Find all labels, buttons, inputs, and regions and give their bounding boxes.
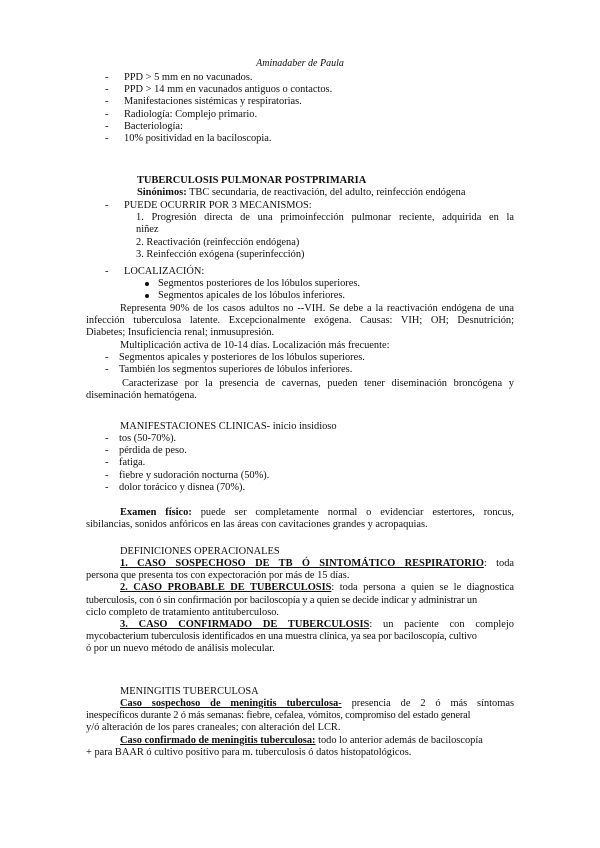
- section-title-clinical: MANIFESTACIONES CLINICAS- inicio insidioso: [120, 421, 337, 432]
- multiplication-line: Multiplicación activa de 10-14 días. Localización más frecuente:: [120, 340, 390, 351]
- section-title-postprimaria: TUBERCULOSIS PULMONAR POSTPRIMARIA: [137, 175, 367, 186]
- list-item: - Radiología: Complejo primario.: [105, 108, 258, 120]
- list-item: - Manifestaciones sistémicas y respiratorias.: [105, 96, 302, 108]
- list-item: - pérdida de peso.: [105, 445, 187, 457]
- list-item: - PPD > 5 mm en no vacunados.: [105, 72, 253, 83]
- meningitis-definitions: Caso sospechoso de meningitis tuberculosa- presencia de 2 ó más síntomas inespecíficos durante 2 ó más semanas: fiebre, cefalea, vómitos, compromiso del estado general y/ó alteración de los pares craneales; con alteración del LCR. Caso confirmado de meningitis tuberculosa: todo lo anterior además de baciloscopía + para BAAR ó cultivo positivo para m. tuberculosis ó datos histopatológicos.: [86, 698, 514, 758]
- list-item: - Bacteriología:: [105, 120, 183, 132]
- definitions: 1. CASO SOSPECHOSO DE TB Ó SINTOMÁTICO RESPIRATORIO: toda persona que presenta tos con expectoración por más de 15 días. 2. CASO PROBABLE DE TUBERCULOSIS: toda persona a quien se le diagnostica tuberculosis, con ó sin confirmación por baciloscopía y a quien se decide indicar y administrar un ciclo completo de tratamiento antituberculoso. 3. CASO CONFIRMADO DE TUBERCULOSIS: un paciente con complejo mycobacterium tuberculosis identificados en una muestra clínica, ya sea por baciloscopía, cultivo ó por un nuevo método de análisis molecular.: [86, 558, 515, 655]
- list-item: - tos (50-70%).: [105, 433, 177, 444]
- caracterizase-paragraph: Caracterizase por la presencia de cavernas, pueden tener diseminación broncógena y diseminación hematógena.: [86, 378, 514, 402]
- page-header: Aminadaber de Paula: [256, 58, 344, 69]
- mechanisms: - PUEDE OCURRIR POR 3 MECANISMOS: 1. Progresión directa de una primoinfección pulmonar reciente, adquirida en la niñez 2. Reactivación (reinfección endógena) 3. Reinfección exógena (superinfección): [105, 200, 514, 260]
- frequent-locations: - Segmentos apicales y posteriores de los lóbulos superiores. - También los segmentos superiores de lóbulos inferiores.: [105, 352, 365, 376]
- primary-list: [105, 72, 505, 145]
- list-item: - dolor torácico y disnea (70%).: [105, 481, 246, 493]
- bullet-icon: [145, 294, 149, 298]
- section-title-definitions: DEFINICIONES OPERACIONALES: [120, 546, 280, 557]
- list-item: - PPD > 14 mm en vacunados antiguos o contactos.: [105, 84, 333, 96]
- section-title-meningitis: MENINGITIS TUBERCULOSA: [120, 686, 259, 697]
- clinical-list: [105, 433, 505, 494]
- list-item: - fatiga.: [105, 457, 146, 469]
- synonyms-line: Sinónimos: TBC secundaria, de reactivación, del adulto, reinfección endógena: [137, 187, 466, 198]
- list-item: - 10% positividad en la baciloscopia.: [105, 132, 272, 144]
- representa-paragraph: Representa 90% de los casos adultos no --VIH. Se debe a la reactivación endógena de una infección tuberculosa latente. Excepcionalmente exógena. Causas: VIH; OH; Desnutrición; Diabetes; Insuficiencia renal; inmusupresión.: [86, 303, 514, 339]
- list-item: - fiebre y sudoración nocturna (50%).: [105, 469, 270, 481]
- exam-paragraph: Examen físico: puede ser completamente normal o evidenciar estertores, roncus, sibilancias, sonidos anfóricos en las áreas con cavitaciones grandes y acropaquias.: [86, 507, 514, 531]
- localization: - LOCALIZACIÓN: Segmentos posteriores de los lóbulos superiores. Segmentos apicales de los lóbulos inferiores.: [105, 266, 361, 302]
- bullet-icon: [145, 282, 149, 286]
